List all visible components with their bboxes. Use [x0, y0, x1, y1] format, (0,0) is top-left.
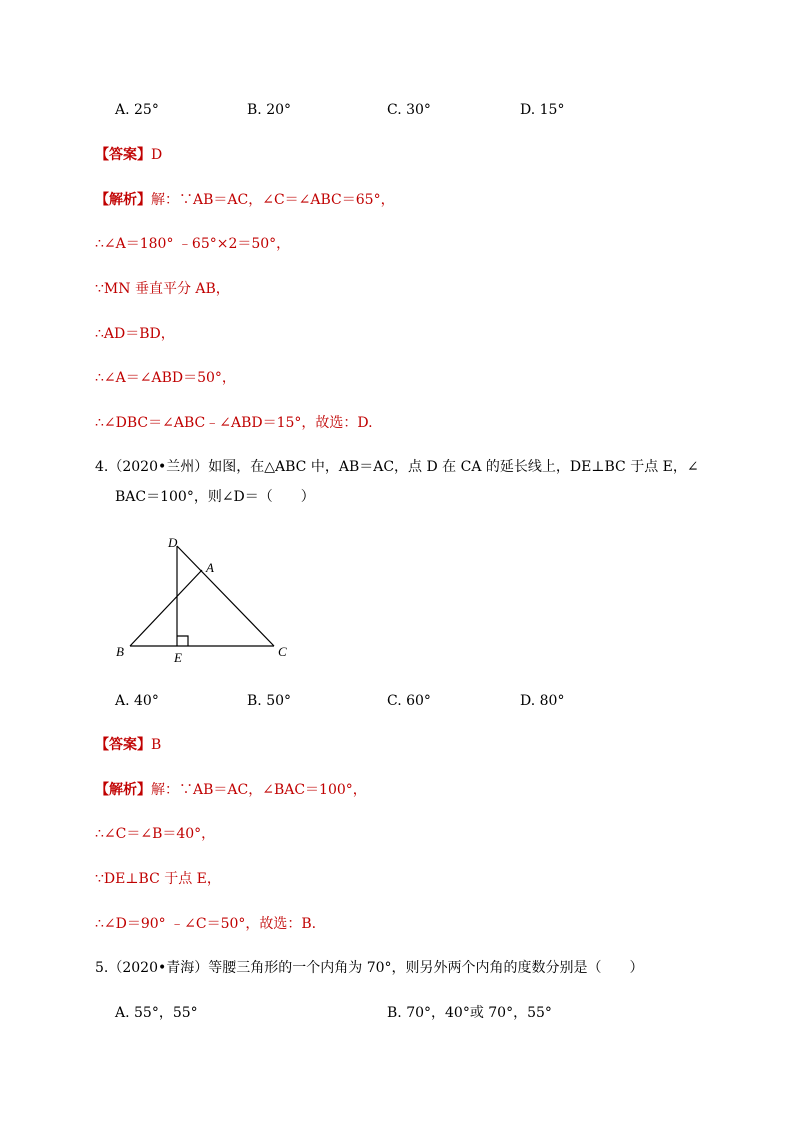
label-b: B [116, 644, 124, 659]
q3-option-d: D. 15° [520, 102, 565, 118]
label-e: E [174, 650, 182, 665]
q4-option-a: A. 40° [115, 693, 159, 709]
q4-stem-line-2: BAC＝100°，则∠D＝（ ） [115, 489, 315, 505]
q5-option-a: A. 55°，55° [115, 1005, 198, 1021]
q5-option-b: B. 70°，40°或 70°，55° [387, 1005, 552, 1021]
segment-dc [177, 546, 274, 646]
answer-tag: 【答案】 [95, 737, 151, 753]
q3-analysis-line-6: ∴∠DBC＝∠ABC﹣∠ABD＝15°，故选：D. [95, 415, 373, 431]
q3-analysis-line-3: ∵MN 垂直平分 AB， [95, 281, 230, 297]
q4-analysis-line-2: ∴∠C＝∠B＝40°， [95, 826, 216, 842]
q3-analysis-line-4: ∴AD＝BD， [95, 326, 175, 342]
q3-analysis-line-2: ∴∠A＝180° ﹣65°×2＝50°， [95, 236, 291, 252]
analysis-text: 解：∵AB＝AC，∠C＝∠ABC＝65°， [151, 192, 395, 208]
label-d: D [168, 535, 178, 550]
q4-analysis-line-1 [95, 780, 367, 800]
answer-value: D [151, 147, 163, 163]
q3-option-a: A. 25° [115, 102, 159, 118]
q3-analysis-line-5: ∴∠A＝∠ABD＝50°， [95, 370, 236, 386]
q4-option-c: C. 60° [387, 693, 431, 709]
segment-ba [130, 570, 202, 646]
label-a: A [206, 560, 214, 575]
q5-stem: 5.（2020•青海）等腰三角形的一个内角为 70°，则另外两个内角的度数分别是（ ） [95, 960, 644, 976]
answer-tag: 【答案】 [95, 147, 151, 163]
q3-option-b: B. 20° [247, 102, 292, 118]
label-c: C [278, 644, 287, 659]
q3-answer [95, 145, 162, 165]
q4-answer [95, 735, 161, 755]
answer-value: B [151, 737, 162, 753]
q3-analysis-line-1 [95, 190, 395, 210]
triangle-figure [110, 532, 300, 667]
q4-option-d: D. 80° [520, 693, 565, 709]
right-angle-mark [177, 636, 188, 646]
analysis-text: 解：∵AB＝AC，∠BAC＝100°， [151, 782, 367, 798]
q3-option-c: C. 30° [387, 102, 431, 118]
q4-analysis-line-4: ∴∠D＝90° ﹣∠C＝50°，故选：B. [95, 916, 317, 932]
q4-stem-line-1: 4.（2020•兰州）如图，在△ABC 中，AB＝AC，点 D 在 CA 的延长线上，DE⊥BC 于点 E，∠ [95, 459, 699, 475]
q4-analysis-line-3: ∵DE⊥BC 于点 E， [95, 871, 221, 887]
q4-option-b: B. 50° [247, 693, 292, 709]
analysis-tag: 【解析】 [95, 192, 151, 208]
analysis-tag: 【解析】 [95, 782, 151, 798]
